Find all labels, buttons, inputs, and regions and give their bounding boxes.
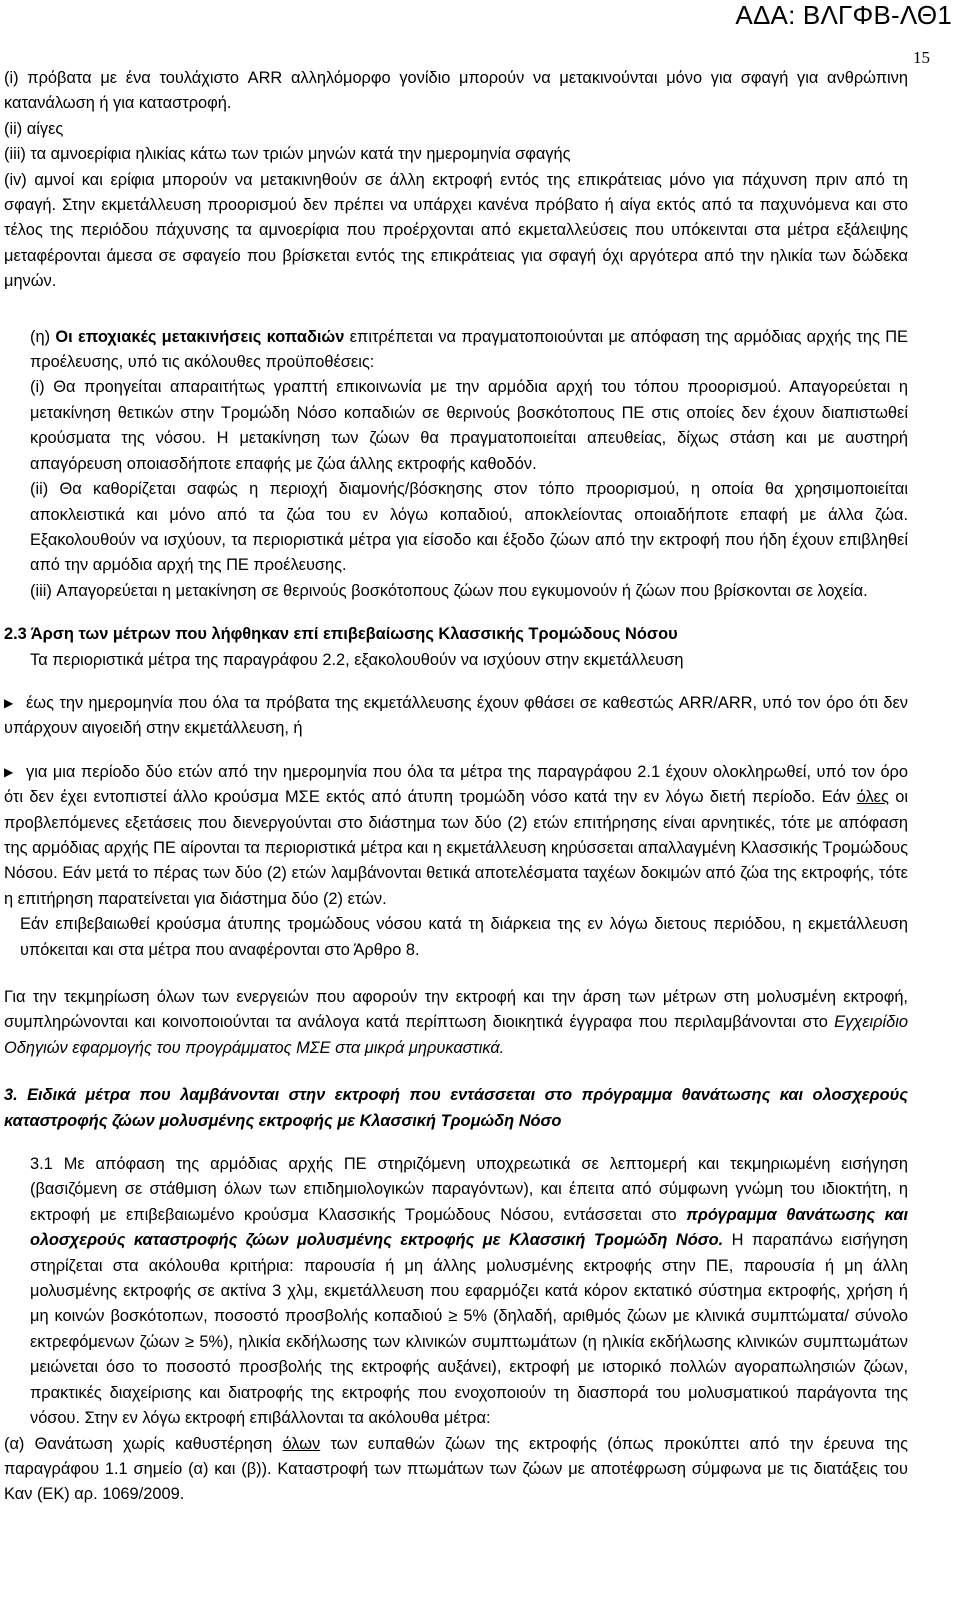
eta-bold: Οι εποχιακές μετακινήσεις κοπαδιών (55, 327, 345, 346)
paragraph-3-1: 3.1 Με απόφαση της αρμόδιας αρχής ΠΕ στηριζόμενη υποχρεωτικά σε λεπτομερή και τεκμηριωμένη εισήγηση (βασιζόμενη σε στάθμιση όλων των επιδημιολογικών παραγόντων), και έπειτα από σύμφωνη γνώμη του ιδιοκτήτη, η εκτροφή με επιβεβαιωμένο κρούσμα Κλασσικής Τρομώδους Νόσου, εντάσσεται στο πρόγραμμα θανάτωσης και ολοσχερούς καταστροφής ζώων μολυσμένης εκτροφής με Κλασσική Τρομώδη Νόσο. Η παραπάνω εισήγηση στηρίζεται στα ακόλουθα κριτήρια: παρουσία ή μη άλλης μολυσμένης εκτροφής στην ΠΕ, παρουσία ή μη άλλη μολυσμένης εκτροφής σε ακτίνα 3 χλμ, εκμετάλλευση που εφαρμόζει κατά κόρον εκτατικό σύστημα εκτροφής, χρήση ή μη κοινών βοσκότοπων, ποσοστό προσβολής κοπαδιού ≥ 5% (δηλαδή, αριθμός ζώων με κλινικά συμπτώματα/ σύνολο εκτρεφόμενων ζώων ≥ 5%), ηλικία εκδήλωσης των κλινικών συμπτωμάτων (η ηλικία εκδήλωσης κλινικών συμπτωμάτων μειώνεται όσο το ποσοστό προσβολής της εκτροφής αυξάνει), εκτροφή με ιστορικό πολλών αγοραπωλησιών ζώων, πρακτικές διαχείρισης και διατροφής της εκτροφής που ενοχοποιούν τη διασπορά του μολυσματικού παράγοντα της νόσου. Στην εν λόγω εκτροφή επιβάλλονται τα ακόλουθα μέτρα: (30, 1155, 908, 1428)
paragraph-alpha: (α) Θανάτωση χωρίς καθυστέρηση όλων των ευπαθών ζώων της εκτροφής (όπως προκύπτει από την έρευνα της παραγράφου 1.1 σημείο (α) και (β)). Καταστροφή των πτωμάτων των ζώων με αποτέφρωση σύμφωνα με τις διατάξεις του Καν (ΕΚ) αρ. 1069/2009. (4, 1434, 908, 1504)
section-2-3-intro: Τα περιοριστικά μέτρα της παραγράφου 2.2, εξακολουθούν να ισχύουν στην εκμετάλλευση (30, 650, 684, 669)
paragraph-eta-ii: (ii) Θα καθορίζεται σαφώς η περιοχή διαμονής/βόσκησης στον τόπο προορισμού, η οποία θα χρησιμοποιείται αποκλειστικά και μόνο από τα ζώα του εν λόγω κοπαδιού, αποκλείοντας οποιαδήποτε επαφή με άλλα ζώα. Εξακολουθούν να ισχύουν, τα περιοριστικά μέτρα για είσοδο και έξοδο ζώων από την εκτροφή που ήδη έχουν επιβληθεί από την αρμόδια αρχή της ΠΕ προέλευσης. (30, 480, 908, 575)
arrow-bullet-icon: ▶ (4, 764, 14, 779)
ada-code: ΑΔΑ: ΒΛΓΦΒ-ΛΘ1 (735, 0, 952, 30)
paragraph-documentation: Για την τεκμηρίωση όλων των ενεργειών που αφορούν την εκτροφή και την άρση των μέτρων στη μολυσμένη εκτροφή, συμπληρώνονται και κοινοποιούνται τα ανάλογα κατά περίπτωση διοικητικά έγγραφα που περιλαμβάνονται στο Εγχειρίδιο Οδηγιών εφαρμογής του προγράμματος ΜΣΕ στα μικρά μηρυκαστικά. (4, 988, 908, 1057)
paragraph-iii-lambs: (iii) τα αμνοερίφια ηλικίας κάτω των τριών μηνών κατά την ημερομηνία σφαγής (4, 145, 571, 164)
paragraph-eta-i: (i) Θα προηγείται απαραιτήτως γραπτή επικοινωνία με την αρμόδια αρχή του τόπου προορισμού. Απαγορεύεται η μετακίνηση θετικών στην Τρομώδη Νόσο κοπαδιών σε θερινούς βοσκότοπους ΠΕ στις οποίες δεν έχουν διαπιστωθεί κρούσματα της νόσου. Η μετακίνηση των ζώων θα πραγματοποιείται απευθείας, δίχως στάση και με αυστηρή απαγόρευση οποιασδήποτε επαφής με ζώα άλλης εκτροφής καθοδόν. (30, 378, 908, 473)
bullet-arr (4, 691, 908, 742)
paragraph-ii-goats: (ii) αίγες (4, 119, 64, 138)
eta-label: (η) (30, 327, 56, 346)
bullet-arr-text: έως την ημερομηνία που όλα τα πρόβατα της εκμετάλλευσης έχουν φθάσει σε καθεστώς ARR/ARR, υπό τον όρο ότι δεν υπάρχουν αιγοειδή στην εκμετάλλευση, ή (4, 693, 908, 738)
paragraph-eta (4, 325, 908, 376)
paragraph-i-sheep: (i) πρόβατα με ένα τουλάχιστο ARR αλληλόμορφο γονίδιο μπορούν να μετακινούνται μόνο για σφαγή για ανθρώπινη κατανάλωση ή για καταστροφή. (4, 69, 908, 113)
paragraph-atypical: Εάν επιβεβαιωθεί κρούσμα άτυπης τρομώδους νόσου κατά τη διάρκεια της εν λόγω διετους περιόδου, η εκμετάλλευση υπόκειται και στα μέτρα που αναφέρονται στο Άρθρο 8. (20, 915, 908, 959)
bullet-two-years: ▶ για μια περίοδο δύο ετών από την ημερομηνία που όλα τα μέτρα της παραγράφου 2.1 έχουν ολοκληρωθεί, υπό τον όρο ότι δεν έχει εντοπιστεί άλλο κρούσμα ΜΣΕ εκτός από άτυπη τρομώδη νόσο κατά την εν λόγω διετή περίοδο. Εάν όλες οι προβλεπόμενες εξετάσεις που διενεργούνται στο διάστημα των δύο (2) ετών επιτήρησης είναι αρνητικές, τότε με απόφαση της αρμόδιας αρχής ΠΕ αίρονται τα περιοριστικά μέτρα και η εκμετάλλευση κηρύσσεται απαλλαγμένη Κλασσικής Τρομώδους Νόσου. Εάν μετά το πέρας των δύο (2) ετών λαμβάνονται θετικά αποτελέσματα ταχέων δοκιμών από ζώα της εκτροφής, τότε η επιτήρηση παρατείνεται για διάστημα δύο (2) ετών. (4, 760, 908, 912)
paragraph-iv-fattening: (iv) αμνοί και ερίφια μπορούν να μετακινηθούν σε άλλη εκτροφή εντός της επικράτειας μόνο για πάχυνση πριν από τη σφαγή. Στην εκμετάλλευση προορισμού δεν πρέπει να υπάρχει κανένα πρόβατο ή αίγα εκτός από τα παχυνόμενα και στο τέλος της περιόδου πάχυνσης τα αμνοερίφια που προέρχονται από εκμεταλλεύσεις που υπόκεινται στα μέτρα εξάλειψης μεταφέρονται άμεσα σε σφαγείο που βρίσκεται εντός της επικράτειας για σφαγή όχι αργότερα από την ηλικία των δώδεκα μηνών. (4, 170, 908, 291)
section-heading-3: 3. Ειδικά μέτρα που λαμβάνονται στην εκτροφή που εντάσσεται στο πρόγραμμα θανάτωσης και ολοσχερούς καταστροφής ζώων μολυσμένης εκτροφής με Κλασσική Τρομώδη Νόσο (4, 1086, 908, 1130)
document-body (4, 66, 908, 1508)
arrow-bullet-icon: ▶ (4, 695, 14, 710)
page-number: 15 (913, 48, 930, 67)
paragraph-eta-iii: (iii) Απαγορεύεται η μετακίνηση σε θερινούς βοσκότοπους ζώων που εγκυμονούν ή ζώων που βρίσκονται σε λοχεία. (30, 581, 868, 600)
section-heading-2-3: 2.3 Άρση των μέτρων που λήφθηκαν επί επιβεβαίωσης Κλασσικής Τρομώδους Νόσου (4, 625, 678, 644)
eta-rest: επιτρέπεται να πραγματοποιούνται με απόφαση της αρμόδιας αρχής της ΠΕ προέλευσης, υπό τις ακόλουθες προϋποθέσεις: (30, 327, 908, 372)
